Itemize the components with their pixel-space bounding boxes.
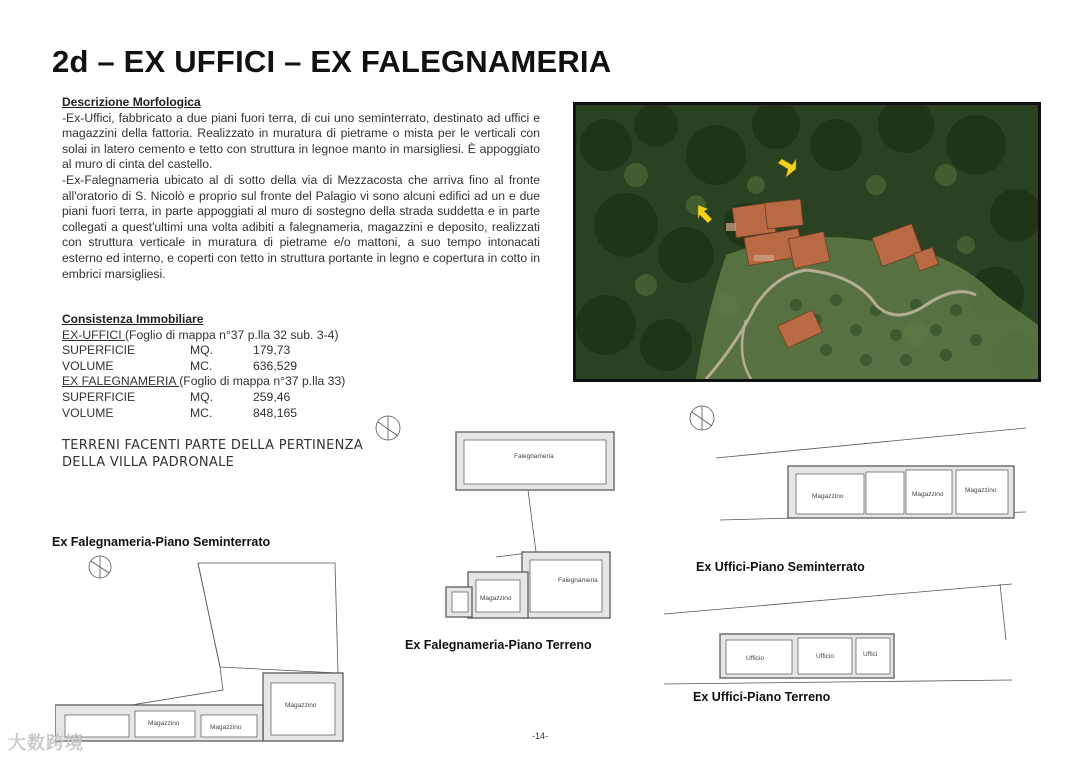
watermark-logo: 大数跨境 — [8, 733, 84, 754]
plan-falegnameria-seminterrato — [55, 555, 385, 745]
terreni-line-1: TERRENI FACENTI PARTE DELLA PERTINENZA — [62, 438, 364, 453]
room-label-magazzino: Magazzino — [285, 702, 317, 709]
row-unit: MQ. — [190, 389, 214, 404]
plan-uffici-terreno — [660, 580, 1020, 690]
description-falegnameria: -Ex-Falegnameria ubicato al di sotto della via di Mezzacosta che arriva fino al fronte all'oratorio di S. Nicolò e proprio sul fronte del Palagio vi sono alcuni edifici ad un e due piani fuori terra, in parte appoggiati al muro di sostegno della strada suddetta e in parte collegati a quest'ultimi una volta adibiti a falegnameria, magazzini e deposito, realizzati con struttura verticale in muratura di pietrame e/o mattoni, a suo tempo intonacati esterno ed interno, e coperti con tetto in struttura portante in legno e copertura in cotto in embrici marsigliesi. — [62, 172, 540, 281]
page-number: -14- — [531, 731, 548, 741]
room-label-magazzino: Magazzino — [210, 724, 242, 731]
consistenza-section — [62, 312, 392, 421]
terreni-note — [62, 437, 363, 471]
room-label-ufficio: Ufficio — [816, 653, 834, 660]
uffici-name: EX-UFFICI — [62, 327, 125, 342]
row-label: VOLUME — [62, 405, 114, 420]
consistenza-heading: Consistenza Immobiliare — [62, 312, 204, 326]
uffici-ref: (Foglio di mappa n°37 p.lla 32 sub. 3-4) — [124, 327, 339, 342]
plan-label-uffici-terreno: Ex Uffici-Piano Terreno — [693, 690, 831, 704]
aerial-photo — [573, 102, 1041, 382]
row-value: 179,73 — [253, 343, 291, 358]
room-label-falegnameria: Falegnameria — [514, 453, 554, 460]
row-unit: MC. — [190, 405, 213, 420]
room-label-magazzino: Magazzino — [812, 493, 844, 500]
room-label-uffici: Uffici — [863, 651, 878, 658]
plan-falegnameria-terreno — [368, 412, 628, 630]
room-label-magazzino: Magazzino — [965, 487, 997, 494]
room-label-ufficio: Ufficio — [746, 655, 764, 662]
row-label: VOLUME — [62, 358, 114, 373]
room-label-magazzino: Magazzino — [148, 720, 180, 727]
row-value: 259,46 — [253, 389, 291, 404]
falegnameria-ref-line — [62, 374, 392, 390]
plan-label-falegnameria-terreno: Ex Falegnameria-Piano Terreno — [405, 638, 592, 652]
row-label: SUPERFICIE — [62, 389, 136, 404]
aerial-photo-graphic — [576, 105, 1038, 379]
room-label-falegnameria: Falegnameria — [558, 577, 598, 584]
row-value: 636,529 — [253, 358, 298, 373]
falegnameria-superficie-row — [62, 390, 392, 406]
plan-uffici-seminterrato — [680, 400, 1030, 540]
row-unit: MC. — [190, 358, 213, 373]
row-unit: MQ. — [190, 343, 214, 358]
plan-label-falegnameria-seminterrato: Ex Falegnameria-Piano Seminterrato — [52, 535, 271, 549]
room-label-magazzino: Magazzino — [912, 491, 944, 498]
row-value: 848,165 — [253, 405, 298, 420]
room-label-magazzino: Magazzino — [480, 595, 512, 602]
description-heading: Descrizione Morfologica — [62, 95, 201, 109]
falegnameria-volume-row — [62, 406, 392, 422]
description-section — [62, 95, 540, 282]
row-label: SUPERFICIE — [62, 343, 136, 358]
description-uffici: -Ex-Uffici, fabbricato a due piani fuori terra, di cui uno seminterrato, destinato ad uffici e magazzini della fattoria. Realizzato in muratura di pietrame o mista per le verticali con solai in latero cemento e tetto con struttura in legnoe manto in marsigliesi. È appoggiato al muro di cinta del castello. — [62, 110, 540, 172]
falegnameria-ref: (Foglio di mappa n°37 p.lla 33) — [179, 374, 346, 389]
terreni-line-2: DELLA VILLA PADRONALE — [62, 455, 235, 470]
page-title: 2d – EX UFFICI – EX FALEGNAMERIA — [52, 44, 612, 79]
uffici-ref-line — [62, 328, 392, 344]
plan-label-uffici-seminterrato: Ex Uffici-Piano Seminterrato — [696, 560, 865, 574]
uffici-superficie-row — [62, 343, 392, 359]
uffici-volume-row — [62, 359, 392, 375]
falegnameria-name: EX FALEGNAMERIA — [62, 374, 180, 389]
